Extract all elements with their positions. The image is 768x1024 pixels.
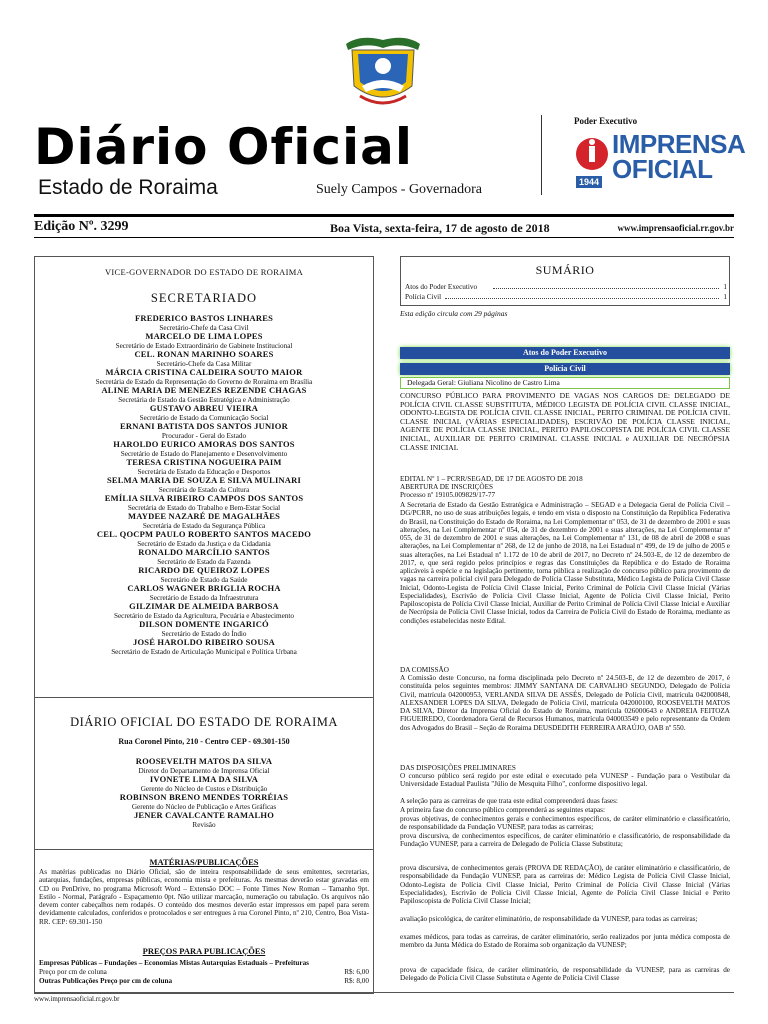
- secretary-entry-name: TERESA CRISTINA NOGUEIRA PAIM: [126, 457, 282, 467]
- page-title: Diário Oficial: [34, 118, 413, 176]
- secretary-entry-role: Secretária de Estado da Gestão Estratégica e Administração: [118, 395, 290, 404]
- secretary-entry-name: CEL. QOCPM PAULO ROBERTO SANTOS MACEDO: [96, 529, 312, 539]
- footer-rule: [34, 992, 734, 993]
- materias-body: As matérias publicadas no Diário Oficial, são de inteira responsabilidade de seus emitentes, secretarias, autarquias, fundações, empresas públicas, economia mista e prefeituras. As mesmas deverão estar gravadas em CD ou PenDrive, no programa Microsoft Word – Extensão DOC – Fonte Times New Roman – Tamanho 9pt. Estilo - Normal, Parágrafo - Espaçamento 0pt. Não utilizar marcação, numeração ou tabulação. Os arquivos não devem conter cabeçalhos nem rodapés. O conteúdo dos mesmos deverão estar impressos em papel para serem devidamente calculados, conferidos e protocolados e ser entregues à rua Coronel Pinto, nº 210, Centro, Boa Vista-RR. CEP: 69.301-150: [39, 868, 369, 926]
- secretary-entry: [35, 440, 373, 458]
- staff-entry-name: IVONETE LIMA DA SILVA: [149, 774, 259, 784]
- secretary-entry-role: Secretária de Estado da Cultura: [158, 485, 250, 494]
- staff-entry-role: Revisão: [192, 820, 216, 829]
- secretary-entry: [35, 332, 373, 350]
- etapa-item: exames médicos, para todas as carreiras, de caráter eliminatório, serão realizados por junta médica composta de membro da Junta Médica do Estado de Roraima sob organização da VUNESP;: [400, 933, 730, 950]
- staff-list: [35, 757, 373, 829]
- edition-url[interactable]: www.imprensaoficial.rr.gov.br: [617, 223, 734, 233]
- section-bar-policia-civil: Polícia Civil: [400, 363, 730, 375]
- delegada-line: Delegada Geral: Giuliana Nicolino de Castro Lima: [400, 377, 730, 389]
- secretary-entry: [35, 404, 373, 422]
- edition-date: Boa Vista, sexta-feira, 17 de agosto de 2018: [330, 221, 550, 235]
- secretary-entry-role: Secretário de Estado de Articulação Municipal e Política Urbana: [111, 647, 297, 656]
- secretary-entry: [35, 476, 373, 494]
- secretary-entry: [35, 350, 373, 368]
- primeira-fase-line: A primeira fase do concurso público compreenderá as seguintes etapas:: [400, 806, 605, 814]
- edition-rule: [34, 237, 734, 238]
- edital-number: EDITAL Nº 1 – PCRR/SEGAD, DE 17 DE AGOSTO DE 2018: [400, 475, 583, 483]
- secretary-entry-role: Secretário de Estado Extraordinário de Gabinete Institucional: [115, 341, 293, 350]
- precos-subheading: Empresas Públicas – Fundações – Economias Mistas Autarquias Estaduais – Prefeituras: [39, 959, 309, 967]
- staff-entry: [35, 775, 373, 793]
- secretariado-list: [35, 314, 373, 656]
- price-row: Outras Publicações Preço por cm de coluna R$: 8,00: [39, 977, 369, 985]
- masthead-divider-2: [35, 849, 373, 850]
- secretary-entry-role: Secretário de Estado do Índio: [161, 629, 247, 638]
- comissao-paragraph: A Comissão deste Concurso, na forma disciplinada pelo Decreto nº 24.503-E, de 12 de dezembro de 2017, é constituída pelos seguintes membros: JIMMY SANTANA DE CARVALHO SEGUNDO, Delegado de Polícia Civil, matrícula 042000953, VERLANDA SILVA DE ASSÉS, Delegado de Polícia Civil, matrícula 042000848, ALEXSANDER LOPES DA SILVA, Delegado de Polícia Civil, matrícula 042000100, ROOSEVELTH MATOS DA SILVA, Diretor da Imprensa Oficial do Estado de Roraima, matrícula 026000643 e ANDREIA FEITOZA FIGUEIREDO, Coordenadora Geral de Recursos Humanos, matrícula 040003549 e pelo representante da Ordem dos Advogados do Brasil – Seção de Roraima DEUSDEDITH FERREIRA ARAÚJO, OAB nº 550.: [400, 674, 730, 732]
- secretary-entry-name: GILZIMAR DE ALMEIDA BARBOSA: [129, 601, 279, 611]
- staff-entry: [35, 757, 373, 775]
- secretary-entry: [35, 620, 373, 638]
- price-row: Preço por cm de coluna R$: 6,00: [39, 968, 369, 976]
- sumario-box: [400, 256, 730, 306]
- secretary-entry-name: ERNANI BATISTA DOS SANTOS JUNIOR: [120, 421, 288, 431]
- secretary-entry: [35, 314, 373, 332]
- disposicoes-heading: DAS DISPOSIÇÕES PRELIMINARES: [400, 764, 516, 772]
- secretary-entry-name: JOSÉ HAROLDO RIBEIRO SOUSA: [133, 637, 275, 647]
- staff-entry: [35, 811, 373, 829]
- etapa-item: prova discursiva, de conhecimentos específicos, de caráter eliminatório e classificatório, de responsabilidade da Fundação VUNESP, para a carreira de Delegado de Polícia Classe Substituta;: [400, 832, 730, 849]
- secretary-entry-name: CARLOS WAGNER BRIGLIA ROCHA: [127, 583, 281, 593]
- secretary-entry-name: CEL. RONAN MARINHO SOARES: [134, 349, 274, 359]
- header-divider: [541, 115, 542, 195]
- secretary-entry: [35, 566, 373, 584]
- etapa-item: prova discursiva, de conhecimentos gerais (PROVA DE REDAÇÃO), de caráter eliminatório e classificatório, de responsabilidade da Fundação VUNESP, para as carreiras de: Médico Legista de Polícia Civil Classe Inicial, Odonto-Legista de Polícia Civil Classe Inicial, Perito Criminal de Polícia Civil Classe Inicial (Várias Especialidades), Escrivão de Polícia Civil Classe Inicial, Agente de Polícia Civil Classe Inicial e Perito Papiloscopista de Polícia Civil Classe Inicial;: [400, 864, 730, 905]
- secretary-entry-role: Secretário de Estado da Infraestrutura: [149, 593, 259, 602]
- staff-entry-name: ROBINSON BRENO MENDES TORRÉIAS: [119, 792, 289, 802]
- staff-entry: [35, 793, 373, 811]
- sumario-item[interactable]: Polícia Civil 1: [405, 293, 727, 301]
- secretary-entry: [35, 548, 373, 566]
- secretary-entry-role: Secretário de Estado da Agricultura, Pecuária e Abastecimento: [113, 611, 295, 620]
- edition-bar: [34, 219, 734, 235]
- secretary-entry-role: Secretário-Chefe da Casa Civil: [159, 323, 249, 332]
- sumario-item[interactable]: Atos do Poder Executivo 1: [405, 283, 727, 291]
- disposicoes-paragraph: O concurso público será regido por este edital e executado pela VUNESP - Fundação para o Vestibular da Universidade Estadual Paulista "Júlio de Mesquita Filho", conforme dispositivo legal.: [400, 772, 730, 789]
- secretary-entry-role: Secretário de Estado da Justiça e da Cidadania: [137, 539, 271, 548]
- secretary-entry-role: Secretária de Estado do Trabalho e Bem-Estar Social: [127, 503, 281, 512]
- sumario-heading: SUMÁRIO: [535, 263, 595, 277]
- edital-paragraph-1: A Secretaria de Estado da Gestão Estratégica e Administração – SEGAD e a Delegacia Geral de Polícia Civil – DG/PCRR, no uso de suas atribuições legais, e tendo em vista o disposto na Constituição da República Federativa do Brasil, na Constituição do Estado de Roraima, na Lei Complementar nº 053, de 31 de dezembro de 2001 e suas alterações, na Lei Complementar nº 054, de 31 de dezembro de 2001 e suas alterações, na Lei Complementar nº 055, de 31 de dezembro de 2001 e suas alterações, na Lei Complementar nº 131, de 08 de abril de 2008 e suas alterações, na Lei Complementar nº 268, de 12 de junho de 2018, na Lei Estadual nº 499, de 19 de julho de 2005 e suas alterações, na Lei Estadual nº 1.172 de 10 de abril de 2017, no Decreto nº 24.503-E, de 12 de dezembro de 2017, e, que será regido pelos princípios e regras das Constituições da República e do Estado de Roraima aplicáveis à espécie e na legislação pertinente, torna pública a realização de concurso público para provimento de vagas na carreira policial civil para Delegado de Polícia Classe Substituta, Médico Legista de Polícia Civil Classe Inicial, Odonto-Legista de Polícia Civil Classe Inicial, Perito Criminal de Polícia Civil Classe Inicial (Várias Especialidades), Escrivão de Polícia Civil Classe Inicial, Agente de Polícia Civil Classe Inicial, Perito Papiloscopista de Polícia Civil Classe Inicial, Auxiliar de Perito Criminal de Polícia Civil Classe Inicial e Auxiliar de Necrópsia de Polícia Civil Classe Inicial, todos da Carreira de Polícia Civil do Estado de Roraima, mediante as condições estabelecidas neste Edital.: [400, 501, 730, 625]
- secretary-entry-name: MAYDEE NAZARÉ DE MAGALHÃES: [128, 511, 280, 521]
- imprensa-year: 1944: [576, 176, 602, 188]
- staff-entry-role: Diretor do Departamento de Imprensa Oficial: [138, 766, 270, 775]
- secretary-entry-name: SELMA MARIA DE SOUZA E SILVA MULINARI: [107, 475, 301, 485]
- secretary-entry-role: Secretário-Chefe da Casa Militar: [156, 359, 252, 368]
- secretary-entry: [35, 638, 373, 656]
- poder-executivo-label: Poder Executivo: [574, 116, 638, 126]
- secretary-entry: [35, 602, 373, 620]
- secretary-entry-name: GUSTAVO ABREU VIEIRA: [149, 403, 259, 413]
- processo-number: Processo nº 19105.009829/17-77: [400, 491, 496, 499]
- materias-heading: MATÉRIAS/PUBLICAÇÕES: [149, 857, 259, 867]
- fases-line: A seleção para as carreiras de que trata este edital compreenderá duas fases:: [400, 797, 618, 805]
- secretary-entry-role: Secretário de Estado da Saúde: [160, 575, 248, 584]
- secretary-entry-role: Secretário de Estado da Comunicação Social: [139, 413, 269, 422]
- masthead-divider: [35, 697, 373, 698]
- vice-governor-label: VICE-GOVERNADOR DO ESTADO DE RORAIMA: [104, 267, 304, 277]
- secretary-entry: [35, 386, 373, 404]
- secretary-entry: [35, 584, 373, 602]
- secretary-entry: [35, 368, 373, 386]
- imprensa-oficial-wordmark: IMPRENSA OFICIAL: [612, 129, 746, 184]
- secretary-entry: [35, 458, 373, 476]
- secretary-entry-role: Secretário de Estado do Planejamento e Desenvolvimento: [120, 449, 288, 458]
- secretary-entry-name: DILSON DOMENTE INGARICÓ: [139, 619, 269, 629]
- etapa-item: provas objetivas, de conhecimentos gerais e conhecimentos específicos, de caráter eliminatório e classificatório, de responsabilidade da Fundação VUNESP, para todas as carreiras;: [400, 815, 730, 832]
- header-rule: [34, 214, 734, 217]
- abertura-heading: ABERTURA DE INSCRIÇÕES: [400, 483, 494, 491]
- footer-url[interactable]: www.imprensaoficial.rr.gov.br: [34, 995, 120, 1003]
- secretary-entry: [35, 530, 373, 548]
- address: Rua Coronel Pinto, 210 - Centro CEP - 69.301-150: [118, 737, 290, 746]
- secretary-entry-name: HAROLDO EURICO AMORAS DOS SANTOS: [113, 439, 295, 449]
- edition-number: Edição Nº. 3299: [34, 219, 129, 234]
- pages-note: Esta edição circula com 29 páginas: [400, 309, 508, 318]
- secretary-entry-role: Secretária de Estado da Segurança Pública: [142, 521, 266, 530]
- secretary-entry-name: FREDERICO BASTOS LINHARES: [134, 313, 274, 323]
- secretary-entry-name: ALINE MARIA DE MENEZES REZENDE CHAGAS: [101, 385, 307, 395]
- staff-entry-name: JENER CAVALCANTE RAMALHO: [133, 810, 275, 820]
- secretary-entry-role: Secretário de Estado da Fazenda: [157, 557, 251, 566]
- comissao-heading: DA COMISSÃO: [400, 666, 449, 674]
- staff-entry-role: Gerente do Núcleo de Custos e Distribuição: [140, 784, 268, 793]
- diario-oficial-heading: DIÁRIO OFICIAL DO ESTADO DE RORAIMA: [70, 715, 338, 729]
- secretary-entry-role: Secretária de Estado da Representação do Governo de Roraima em Brasília: [95, 377, 313, 386]
- secretary-entry: [35, 422, 373, 440]
- staff-entry-role: Gerente do Núcleo de Publicação e Artes Gráficas: [131, 802, 277, 811]
- secretary-entry-role: Secretária de Estado da Educação e Desportos: [137, 467, 271, 476]
- section-bar-atos: Atos do Poder Executivo: [400, 347, 730, 359]
- secretary-entry: [35, 512, 373, 530]
- secretary-entry: [35, 494, 373, 512]
- secretary-entry-name: MARCELO DE LIMA LOPES: [145, 331, 263, 341]
- secretary-entry-name: MÁRCIA CRISTINA CALDEIRA SOUTO MAIOR: [105, 367, 303, 377]
- state-name: Estado de Roraima: [38, 176, 218, 199]
- etapa-item: prova de capacidade física, de caráter eliminatório, de responsabilidade da VUNESP, para as carreiras de Delegado de Polícia Civil Classe Substituta e Agente de Polícia Civil Classe: [400, 966, 730, 983]
- etapa-item: avaliação psicológica, de caráter eliminatório, de responsabilidade da VUNESP, para todas as carreiras;: [400, 915, 698, 923]
- secretary-entry-name: RICARDO DE QUEIROZ LOPES: [138, 565, 270, 575]
- state-crest-logo: [340, 30, 426, 110]
- secretary-entry-role: Procurador - Geral do Estado: [161, 431, 247, 440]
- masthead-box: [34, 256, 374, 994]
- governor-name: Suely Campos - Governadora: [316, 182, 483, 197]
- secretariado-heading: SECRETARIADO: [150, 291, 258, 305]
- precos-heading: PREÇOS PARA PUBLICAÇÕES: [142, 946, 266, 956]
- staff-entry-name: ROOSEVELTH MATOS DA SILVA: [135, 756, 273, 766]
- secretary-entry-name: EMÍLIA SILVA RIBEIRO CAMPOS DOS SANTOS: [104, 493, 304, 503]
- concurso-title: CONCURSO PÚBLICO PARA PROVIMENTO DE VAGAS NOS CARGOS DE: DELEGADO DE POLÍCIA CIVIL CLASSE SUBSTITUTA, MÉDICO LEGISTA DE POLÍCIA CIVIL CLASSE INICIAL, ODONTO-LEGISTA DE POLÍCIA CIVIL CLASSE INICIAL, PERITO CRIMINAL DE POLÍCIA CIVIL CLASSE INICIAL (VÁRIAS ESPECIALIDADES), ESCRIVÃO DE POLÍCIA CLASSE INICIAL, AGENTE DE POLÍCIA CLASSE INICIAL, PERITO PAPILOSCOPISTA DE POLÍCIA CIVIL CLASSE INICIAL, AUXILIAR DE PERITO CRIMINAL CLASSE INICIAL e AUXILIAR DE NECRÓPSIA CLASSE INICIAL: [400, 391, 730, 452]
- secretary-entry-name: RONALDO MARCÍLIO SANTOS: [138, 547, 270, 557]
